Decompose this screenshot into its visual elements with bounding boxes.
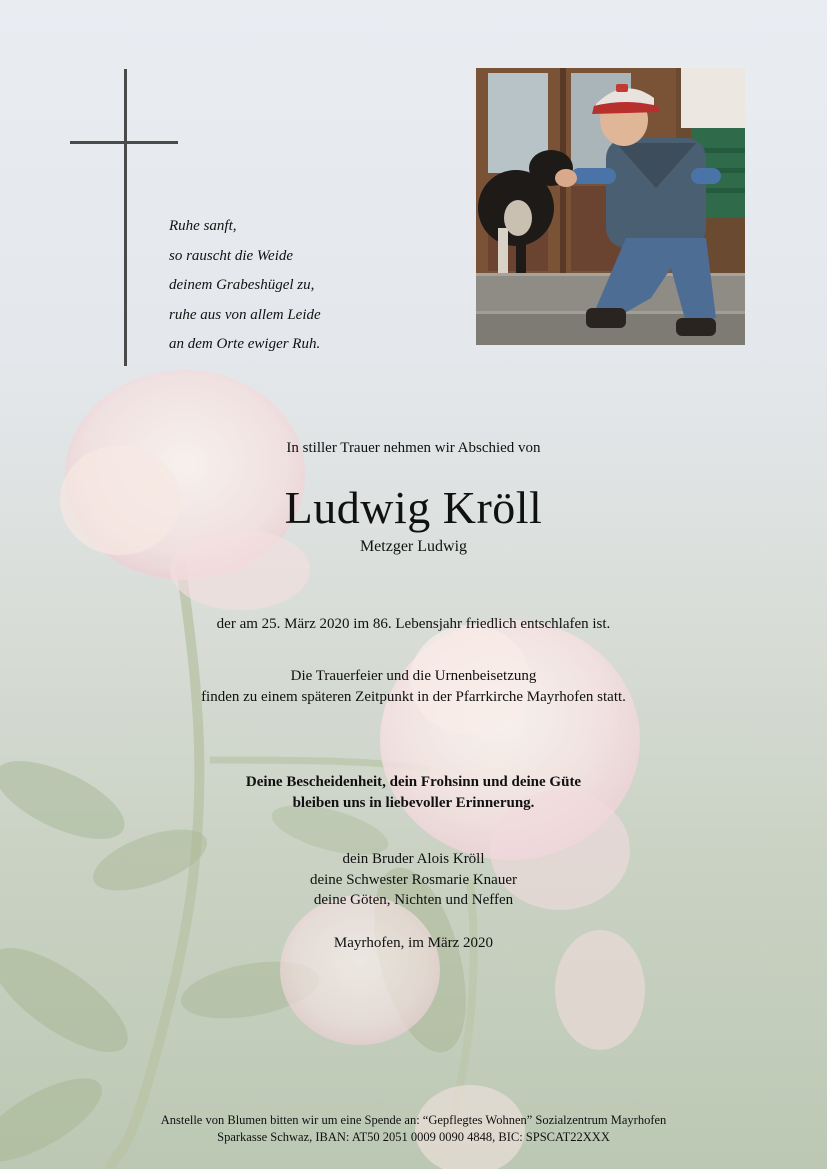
death-notice: der am 25. März 2020 im 86. Lebensjahr friedlich entschlafen ist.: [216, 616, 611, 632]
ceremony-notice: [0, 666, 827, 708]
poem-line: an dem Orte ewiger Ruh.: [169, 336, 321, 352]
donation-footer: [0, 1112, 827, 1146]
place-date: Mayrhofen, im März 2020: [333, 935, 494, 951]
footer-line: Anstelle von Blumen bitten wir um eine Spende an: “Gepflegtes Wohnen” Sozialzentrum Mayrhofen: [160, 1113, 667, 1127]
deceased-nickname: Metzger Ludwig: [359, 538, 468, 555]
poem: [169, 212, 429, 360]
mourner-item: deine Göten, Nichten und Neffen: [313, 892, 514, 908]
ceremony-line: Die Trauerfeier und die Urnenbeisetzung: [290, 668, 537, 684]
ceremony-line: finden zu einem späteren Zeitpunkt in der Pfarrkirche Mayrhofen statt.: [201, 689, 626, 705]
footer-line: Sparkasse Schwaz, IBAN: AT50 2051 0009 0090 4848, BIC: SPSCAT22XXX: [217, 1130, 610, 1144]
intro-text: In stiller Trauer nehmen wir Abschied von: [286, 440, 541, 456]
poem-line: deinem Grabeshügel zu,: [169, 277, 315, 293]
poem-line: ruhe aus von allem Leide: [169, 306, 321, 323]
memorial-quote: [0, 772, 827, 814]
mourner-item: dein Bruder Alois Kröll: [342, 851, 485, 867]
portrait-photo: [476, 68, 745, 345]
cross-icon: [124, 69, 127, 366]
deceased-name: Ludwig Kröll: [284, 482, 543, 533]
poem-line: so rauscht die Weide: [169, 247, 294, 264]
mourners-list: [0, 849, 827, 911]
quote-line: Deine Bescheidenheit, dein Frohsinn und deine Güte: [245, 774, 582, 790]
poem-line: Ruhe sanft,: [169, 218, 237, 234]
cross-icon-bar: [70, 141, 178, 144]
quote-line: bleiben uns in liebevoller Erinnerung.: [292, 795, 535, 811]
mourner-item: deine Schwester Rosmarie Knauer: [309, 871, 517, 888]
